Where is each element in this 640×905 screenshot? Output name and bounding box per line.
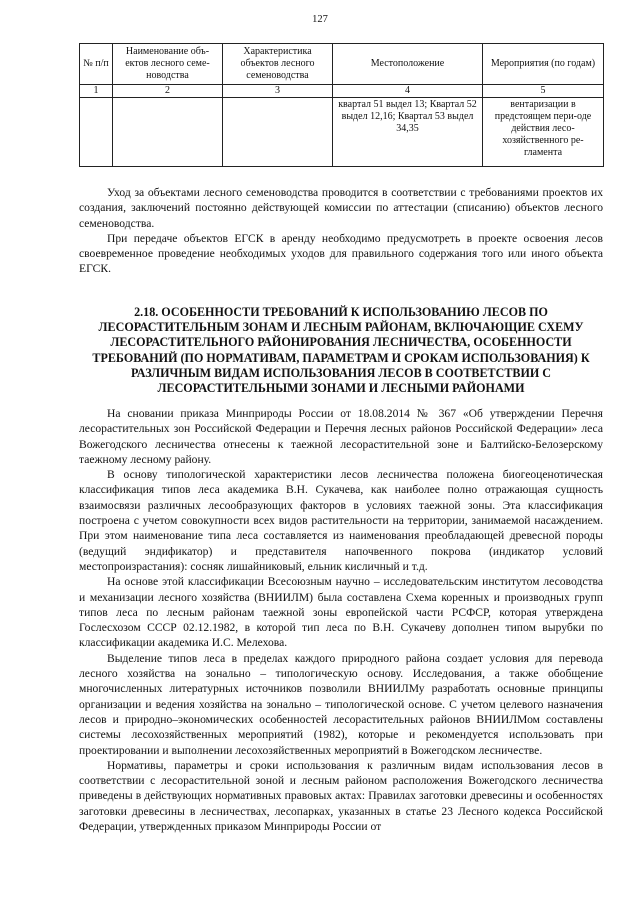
header-number: № п/п [80, 44, 113, 85]
header-object-name: Наименование объ-ектов лесного семе-новодства [113, 44, 223, 85]
top-text-block [79, 185, 603, 277]
paragraph: Уход за объектами лесного семеноводства проводится в соответствии с требованиями проектов их создания, заключений постоянно действующей комиссии по аттестации (списанию) объектов лесного семеноводства. [79, 186, 603, 230]
column-number: 4 [333, 85, 483, 98]
table-header-row [80, 44, 604, 85]
paragraph: Нормативы, параметры и сроки использования к различным видам использования лесов в соответствии с лесорастительной зоной и лесным районом расположения Вожегодского лесничества приведены в действующих нормативных правовых актах: Правилах заготовки древесины и особенностях заготовки древесины в лесничествах, лесопарках, указанных в статье 23 Лесного кодекса Российской Федерации, утвержденных приказом Минприроды России от [79, 758, 603, 834]
cell-object-name [113, 98, 223, 167]
column-number: 5 [483, 85, 604, 98]
cell-location: квартал 51 выдел 13; Квартал 52 выдел 12,16; Квартал 53 выдел 34,35 [333, 98, 483, 167]
body-text-block [79, 406, 603, 834]
page-number: 127 [312, 14, 328, 25]
column-number: 1 [80, 85, 113, 98]
cell-characteristics [223, 98, 333, 167]
header-measures: Мероприятия (по годам) [483, 44, 604, 85]
paragraph: На сновании приказа Минприроды России от 18.08.2014 № 367 «Об утверждении Перечня лесорастительных зон Российской Федерации и Перечня лесных районов Российской Федерации» леса Вожегодского лесничества отнесены к таежной лесорастительной зоне и Балтийско-Белозерскому таежному лесному району. [79, 407, 603, 466]
header-location: Местоположение [333, 44, 483, 85]
section-heading: 2.18. ОСОБЕННОСТИ ТРЕБОВАНИЙ К ИСПОЛЬЗОВАНИЮ ЛЕСОВ ПО ЛЕСОРАСТИТЕЛЬНЫМ ЗОНАМ И ЛЕСНЫМ РАЙОНАМ, ВКЛЮЧАЮЩИЕ СХЕМУ ЛЕСОРАСТИТЕЛЬНОГО РАЙОНИРОВАНИЯ ЛЕСНИЧЕСТВА, ОСОБЕННОСТИ ТРЕБОВАНИЙ (ПО НОРМАТИВАМ, ПАРАМЕТРАМ И СРОКАМ ИСПОЛЬЗОВАНИЯ) К РАЗЛИЧНЫМ ВИДАМ ИСПОЛЬЗОВАНИЯ ЛЕСОВ В СООТВЕТСТВИИ С ЛЕСОРАСТИТЕЛЬНЫМИ ЗОНАМИ И ЛЕСНЫМИ РАЙОНАМИ [92, 305, 590, 396]
table-row [80, 98, 604, 167]
column-number: 2 [113, 85, 223, 98]
paragraph: На основе этой классификации Всесоюзным научно – исследовательским институтом лесоводства и механизации лесного хозяйства (ВНИИЛМ) была составлена Схема коренных и производных групп типов леса по лесным районам таежной зоны европейской части РСФСР, которая утверждена Гослесхозом СССР 02.12.1982, в которой тип леса по В.Н. Сукачеву дополнен типом вырубки по классификации академика И.С. Мелехова. [79, 575, 603, 650]
paragraph: Выделение типов леса в пределах каждого природного района создает условия для перевода лесного хозяйства на зонально – типологическую основу. Исследования, а также обобщение многочисленных литературных источников позволили ВНИИЛМу разработать основные принципы организации и ведения хозяйства на зонально – типологической основе. С учетом целевого назначения лесов и природно–экономических особенностей лесорастительных районов ВНИИЛМом составлены системы лесохозяйственных мероприятий (1982), которые и рекомендуется использовать при проектировании и выполнении лесохозяйственных мероприятий в Вожегодском лесничестве. [79, 651, 603, 757]
header-characteristics: Характеристика объектов лесного семеноводства [223, 44, 333, 85]
column-number-row [80, 85, 604, 98]
column-number: 3 [223, 85, 333, 98]
seed-objects-table [79, 43, 604, 167]
cell-number [80, 98, 113, 167]
paragraph: В основу типологической характеристики лесов лесничества положена биогеоценотическая классификация типов леса академика В.Н. Сукачева, как наиболее полно отражающая сущность взаимосвязи различных лесообразующих факторов в условиях таежной зоны. Эта классификация построена с учетом совокупности всех видов растительности на территории, занимаемой насаждением. При этом наименование типа леса составляется из наименования преобладающей древесной породы (ведущий эндификатор) и представителя напочвенного покрова (индикатор условий местопроизрастания): сосняк лишайниковый, ельник кисличный и т.д. [79, 468, 603, 573]
paragraph: При передаче объектов ЕГСК в аренду необходимо предусмотреть в проекте освоения лесов своевременное проведение необходимых уходов для правильного содержания того или иного объекта ЕГСК. [79, 231, 603, 276]
cell-measures: вентаризации в предстоящем пери-оде действия лесо-хозяйственного ре-гламента [483, 98, 604, 167]
